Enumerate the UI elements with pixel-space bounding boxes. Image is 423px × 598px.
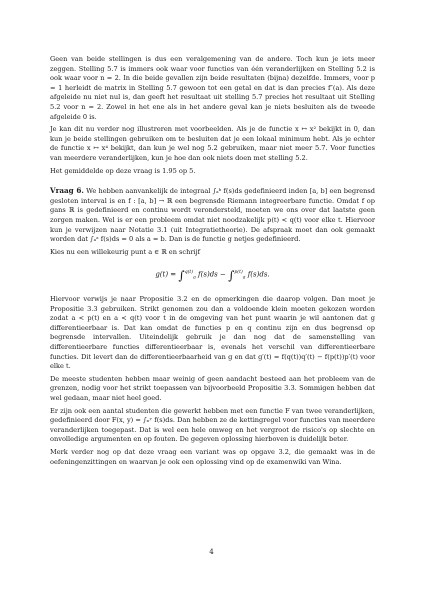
paragraph-references: Hiervoor verwijs je naar Propositie 3.2 en de opmerkingen die daarop volgen. Dan moet je Propositie 3.3 gebruiken. Strikt genomen zou dan a voldoende klein moeten gekozen worden zodat a < p(t) en a < q(t) voor t in de omgeving van het punt waarin je wil aantonen dat g differentieerbaar is. Dat kan omdat de functies p en q continu zijn en dus begrensd op begrensde intervallen. Uiteindelijk gebruik je dan nog dat de samenstelling van differentieerbare functies differentieerbaar is, evenals het verschil van differentieerbare functies. Dit levert dan de differentieerbaarheid van g en dat g′(t) = f(q(t))q′(t) − f(p(t))p′(t) voor elke t. (50, 295, 375, 371)
integral-body: f(s)ds. (247, 270, 270, 279)
paragraph-theorem-comparison: Geen van beide stellingen is dus een veralgemening van de andere. Toch kun je iets meer zeggen. Stelling 5.7 is immers ook waar voor functies van één veranderlijken en Stelling 5.2 is ook waar voor n = 2. In die beide gevallen zijn beide resultaten (bijna) dezelfde. Immers, voor p = 1 herleidt de matrix in Stelling 5.7 gewoon tot een getal en dat is dan precies f″(a). Als deze afgeleide nu niet nul is, dan geeft het resultaat uit stelling 5.7 precies het resultaat uit Stelling 5.2 voor n = 2. Zowel in het ene als in het andere geval kan je niets besluiten als de tweede afgeleide 0 is. (50, 55, 375, 121)
question-6-text: We hebben aanvankelijk de integraal ∫ₐᵇ f(s)ds gedefinieerd inden [a, b] een begrensd gesloten interval is en f : [a, b] → ℝ een begrensde Riemann integreerbare functie. Omdat f op gans ℝ is gedefinieerd en continu wordt verondersteld, moeten we ons over dat laatste geen zorgen maken. Wel is er een probleem omdat niet noodzakelijk p(t) < q(t) voor elke t. Hiervoor kun je verwijzen naar Notatie 3.1 (uit Integratietheorie). De afspraak moet dan ook gemaakt worden dat ∫ₐᵃ f(s)ds = 0 als a = b. Dan is de functie g netjes gedefinieerd. (50, 187, 375, 244)
paragraph-examples: Je kan dit nu verder nog illustreren met voorbeelden. Als je de functie x ↦ x² bekijkt in 0, dan kun je beide stellingen gebruiken om te besluiten dat je een lokaal minimum hebt. Als je echter de functie x ↦ x⁴ bekijkt, dan kun je wel nog 5.2 gebruiken, maar niet meer 5.7. Voor functies van meerdere veranderlijken, kun je hoe dan ook niets doen met stelling 5.2. (50, 125, 375, 162)
integral-lower-limit: a (242, 276, 246, 281)
question-6-block (50, 186, 375, 245)
integral-sign: ∫ (178, 268, 185, 283)
paragraph-choose-point: Kies nu een willekeurig punt a ∈ ℝ en schrijf (50, 247, 201, 256)
page-number: 4 (209, 548, 214, 556)
integral-upper-limit: q(t) (184, 270, 194, 276)
integral-lower-limit: a (193, 276, 196, 281)
equation-lhs: g(t) = (155, 270, 177, 279)
paragraph-average-score: Het gemiddelde op deze vraag is 1.95 op 5. (50, 166, 196, 175)
display-equation (50, 267, 375, 285)
paragraph-final-remark: Merk verder nog op dat deze vraag een variant was op opgave 3.2, die gemaakt was in de oefeningenzittingen en waarvan je ook een oplossing vind op de examenwiki van Wina. (50, 447, 375, 466)
paragraph-student-remarks: De meeste studenten hebben maar weinig of geen aandacht besteed aan het probleem van de grenzen, nodig voor het strikt toepassen van bijvoorbeeld Propositie 3.3. Sommigen hebben dat wel gedaan, maar niet heel goed. (50, 374, 375, 402)
integral-sign: ∫ (228, 268, 235, 283)
integral-body: f(s)ds − (198, 270, 226, 279)
question-label: Vraag 6. (50, 186, 84, 196)
integral-upper-limit: p(t) (234, 270, 243, 276)
paragraph-alternative-approach: Er zijn ook een aantal studenten die gewerkt hebben met een functie F van twee veranderlijken, gedefinieerd door F(x, y) = ∫ₓʸ f(s)ds. Dan hebben ze de kettingregel voor functies van meerdere veranderlijken toegepast. Dat is wel een hele omweg en het vergroot de risico's op slechte en onvolledige argumenten en op fouten. De gegeven oplossing hierboven is duidelijk beter. (50, 406, 375, 444)
